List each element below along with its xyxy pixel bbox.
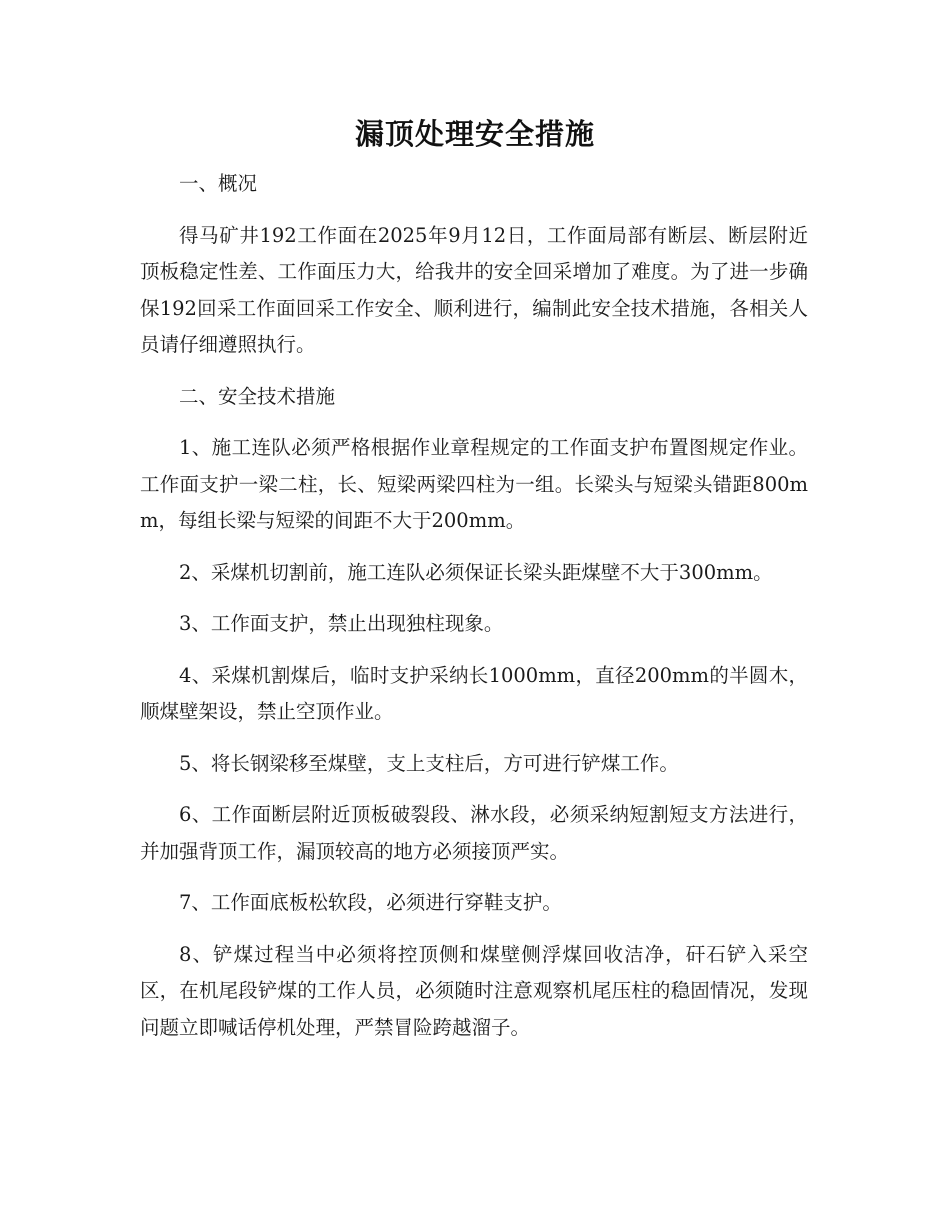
- section-heading-measures: 二、安全技术措施: [179, 384, 336, 408]
- paragraph-overview: 得马矿井192工作面在2025年9月12日，工作面局部有断层、断层附近顶板稳定性差、工作面压力大，给我井的安全回采增加了难度。为了进一步确保192回采工作面回采工作安全、顺利进行，编制此安全技术措施，各相关人员请仔细遵照执行。: [140, 223, 808, 356]
- measure-item-6: 6、工作面断层附近顶板破裂段、淋水段，必须采纳短割短支方法进行，并加强背顶工作，漏顶较高的地方必须接顶严实。: [140, 803, 808, 863]
- document-title: 漏顶处理安全措施: [354, 117, 595, 151]
- measure-item-5: 5、将长钢梁移至煤壁，支上支柱后，方可进行铲煤工作。: [179, 751, 679, 775]
- measure-item-8: 8、铲煤过程当中必须将控顶侧和煤壁侧浮煤回收洁净，矸石铲入采空区，在机尾段铲煤的工作人员，必须随时注意观察机尾压柱的稳固情况，发现问题立即喊话停机处理，严禁冒险跨越溜子。: [140, 942, 808, 1039]
- measure-item-7: 7、工作面底板松软段，必须进行穿鞋支护。: [179, 891, 562, 914]
- measure-item-3: 3、工作面支护，禁止出现独柱现象。: [179, 612, 504, 635]
- measure-item-1: 1、施工连队必须严格根据作业章程规定的工作面支护布置图规定作业。工作面支护一梁二柱，长、短梁两梁四柱为一组。长梁头与短梁头错距800mm，每组长梁与短梁的间距不大于200mm。: [140, 436, 808, 532]
- section-heading-overview: 一、概况: [179, 172, 258, 195]
- document-body: [140, 166, 808, 1061]
- measure-item-2: 2、采煤机切割前，施工连队必须保证长梁头距煤壁不大于300mm。: [179, 560, 773, 584]
- measure-item-4: 4、采煤机割煤后，临时支护采纳长1000mm，直径200mm的半圆木，顺煤壁架设，禁止空顶作业。: [140, 663, 808, 723]
